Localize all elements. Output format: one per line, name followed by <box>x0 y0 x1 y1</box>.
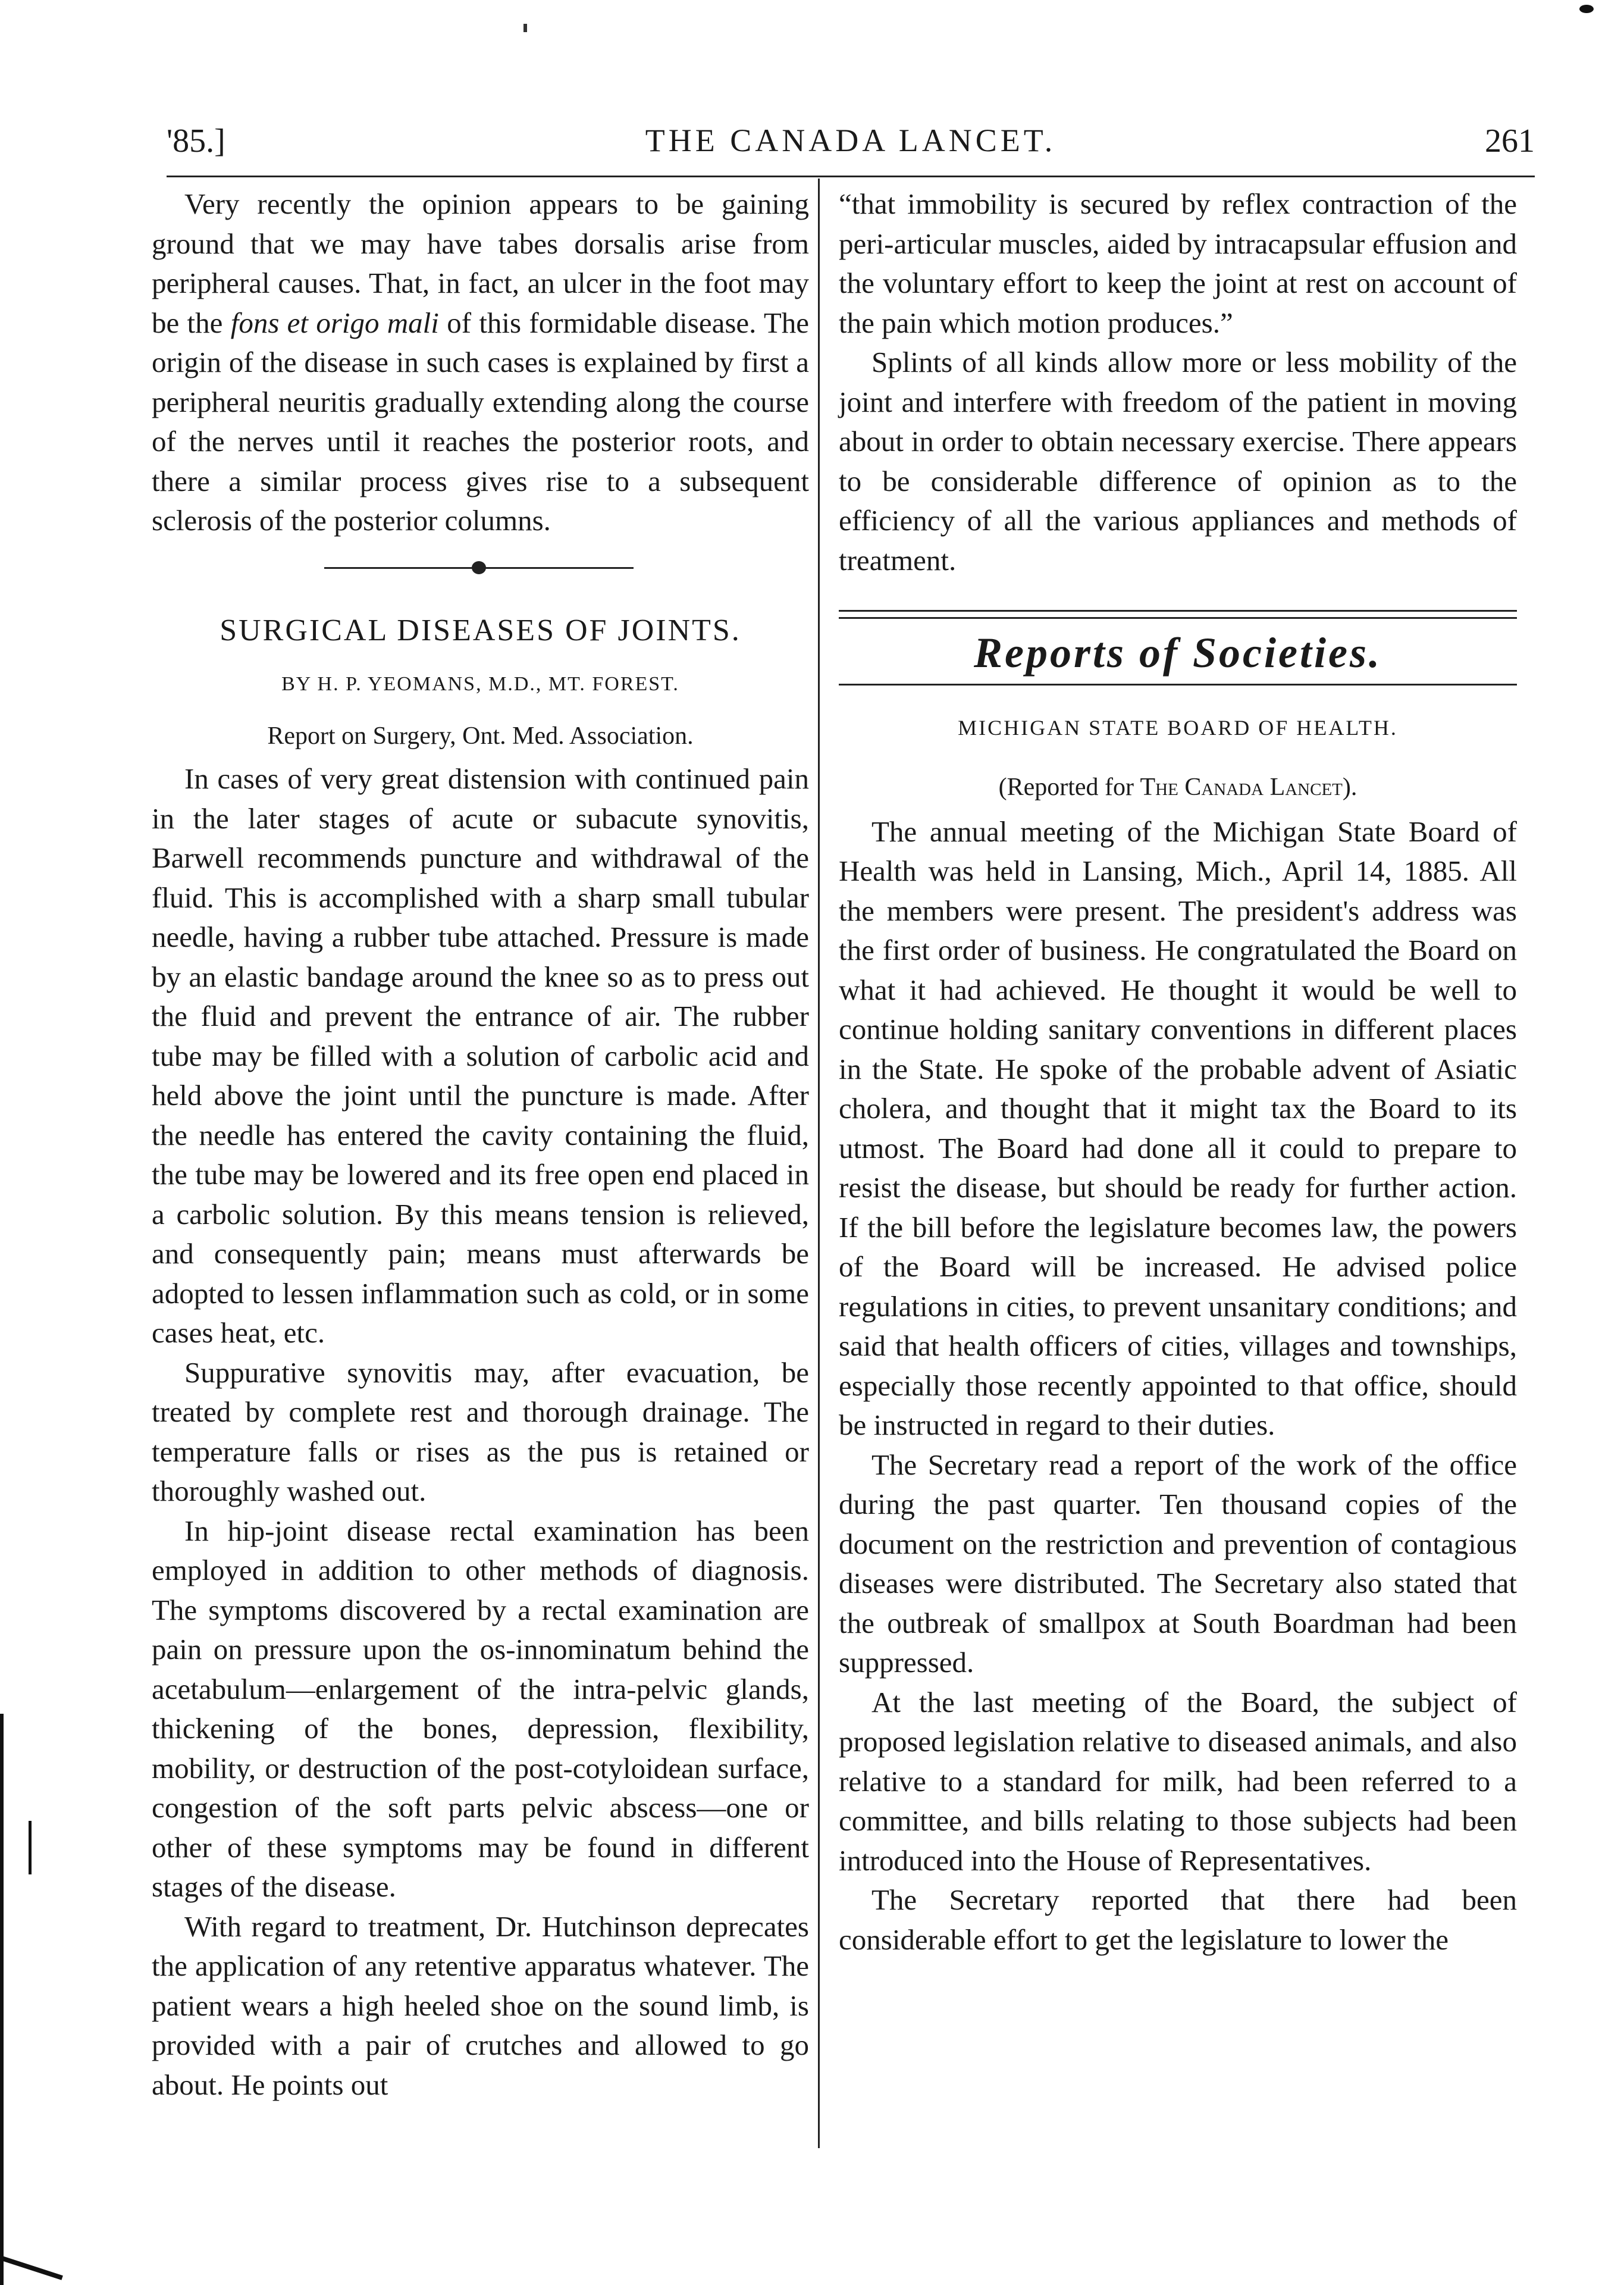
article-title: SURGICAL DISEASES OF JOINTS. <box>220 613 741 647</box>
paragraph-text: of this formidable disease. The origin of the disease in such cases is explained by first a peripheral neuritis gradually extending along the course of the nerves until it reaches the posterior roots, and there a similar process gives rise to a subsequent sclerosis of the posterior columns. <box>152 306 809 537</box>
print-smudge <box>1579 5 1594 13</box>
binding-edge <box>0 1714 4 2285</box>
header-year: '85.] <box>167 123 225 159</box>
report-attribution: (Reported for The Canada Lancet). <box>998 774 1357 801</box>
paragraph: Suppurative synovitis may, after evacuation, be treated by complete rest and thorough drainage. The temperature falls or rises as the pus is retained or thoroughly washed out. <box>152 1356 809 1507</box>
left-column <box>152 184 809 2105</box>
column-divider <box>818 179 820 2148</box>
latin-phrase: fons et origo mali <box>230 306 439 339</box>
paragraph: The annual meeting of the Michigan State Board of Health was held in Lansing, Mich., April 14, 1885. All the members were present. The president's address was the first order of business. He congratulated the Board on what it had achieved. He thought it would be well to continue holding sanitary conventions in different places in the State. He spoke of the probable advent of Asiatic cholera, and thought that it might tax the Board to its utmost. The Board had done all it could to prepare to resist the disease, but should be ready for further action. If the bill before the legislature becomes law, the powers of the Board will be increased. He advised police regulations in cities, to prevent unsanitary conditions; and said that health officers of cities, villages and townships, especially those recently appointed to that office, should be instructed in regard to their duties. <box>839 815 1517 1441</box>
paragraph: In hip-joint disease rectal examination has been employed in addition to other methods of diagnosis. The symptoms discovered by a rectal examination are pain on pressure upon the os-innominatum behind the acetabulum—enlargement of the intra-pelvic glands, thickening of the bones, depression, flexibility, mobility, or destruction of the post-cotyloidean surface, congestion of the soft parts pelvic abscess—one or other of these symptoms may be found in different stages of the disease. <box>152 1514 809 1903</box>
print-smudge <box>523 24 527 32</box>
header-journal-title: THE CANADA LANCET. <box>645 123 1056 158</box>
paragraph: At the last meeting of the Board, the subject of proposed legislation relative to diseased animals, and also relative to a standard for milk, had been referred to a committee, and bills relating to those subjects had been introduced into the House of Representatives. <box>839 1685 1517 1877</box>
journal-name: The Canada Lancet <box>1140 774 1343 801</box>
paragraph: “that immobility is secured by reflex contraction of the peri-articular muscles, aided by intracapsular effusion and the voluntary effort to keep the joint at rest on account of the pain which motion produces.” <box>839 187 1517 339</box>
article-byline: BY H. P. YEOMANS, M.D., MT. FOREST. <box>281 673 679 695</box>
section-rule <box>839 684 1517 686</box>
paragraph <box>152 184 809 541</box>
page-number: 261 <box>1485 123 1535 159</box>
margin-tick <box>29 1821 32 1874</box>
paragraph-text: Very recently the opinion appears to be gaining ground that we may have tabes dorsalis arise from peripheral causes. That, in fact, an ulcer in the foot may be the <box>152 187 809 339</box>
report-subheading: MICHIGAN STATE BOARD OF HEALTH. <box>958 715 1398 740</box>
section-heading: Reports of Societies. <box>974 629 1382 677</box>
right-column <box>839 184 1517 1960</box>
binding-edge <box>0 2255 63 2280</box>
paragraph: The Secretary reported that there had been considerable effort to get the legislature to lower the <box>839 1883 1517 1956</box>
paragraph: In cases of very great distension with continued pain in the later stages of acute or subacute synovitis, Barwell recommends puncture and withdrawal of the fluid. This is accomplished with a sharp small tubular needle, having a rubber tube attached. Pressure is made by an elastic bandage around the knee so as to press out the fluid and prevent the entrance of air. The rubber tube may be filled with a solution of carbolic acid and held above the joint until the puncture is made. After the needle has entered the cavity containing the fluid, the tube may be lowered and its free open end placed in a carbolic solution. By this means tension is relieved, and consequently pain; means must afterwards be adopted to lessen inflammation such as cold, or in some cases heat, etc. <box>152 762 809 1349</box>
paragraph: Splints of all kinds allow more or less mobility of the joint and interfere with freedom of the patient in moving about in order to obtain necessary exercise. There appears to be considerable difference of opinion as to the efficiency of all the various appliances and methods of treatment. <box>839 346 1517 577</box>
paragraph: With regard to treatment, Dr. Hutchinson deprecates the application of any retentive apparatus whatever. The patient wears a high heeled shoe on the sound limb, is provided with a pair of crutches and allowed to go about. He points out <box>152 1910 809 2101</box>
running-header <box>167 122 1535 176</box>
section-divider <box>839 610 1517 619</box>
article-report-line: Report on Surgery, Ont. Med. Association. <box>267 722 694 750</box>
header-rule <box>167 176 1535 177</box>
section-ornament <box>152 541 809 594</box>
paragraph: The Secretary read a report of the work of the office during the past quarter. Ten thousand copies of the document on the restriction and prevention of contagious diseases were distributed. The Secretary also stated that the outbreak of smallpox at South Boardman had been suppressed. <box>839 1448 1517 1679</box>
